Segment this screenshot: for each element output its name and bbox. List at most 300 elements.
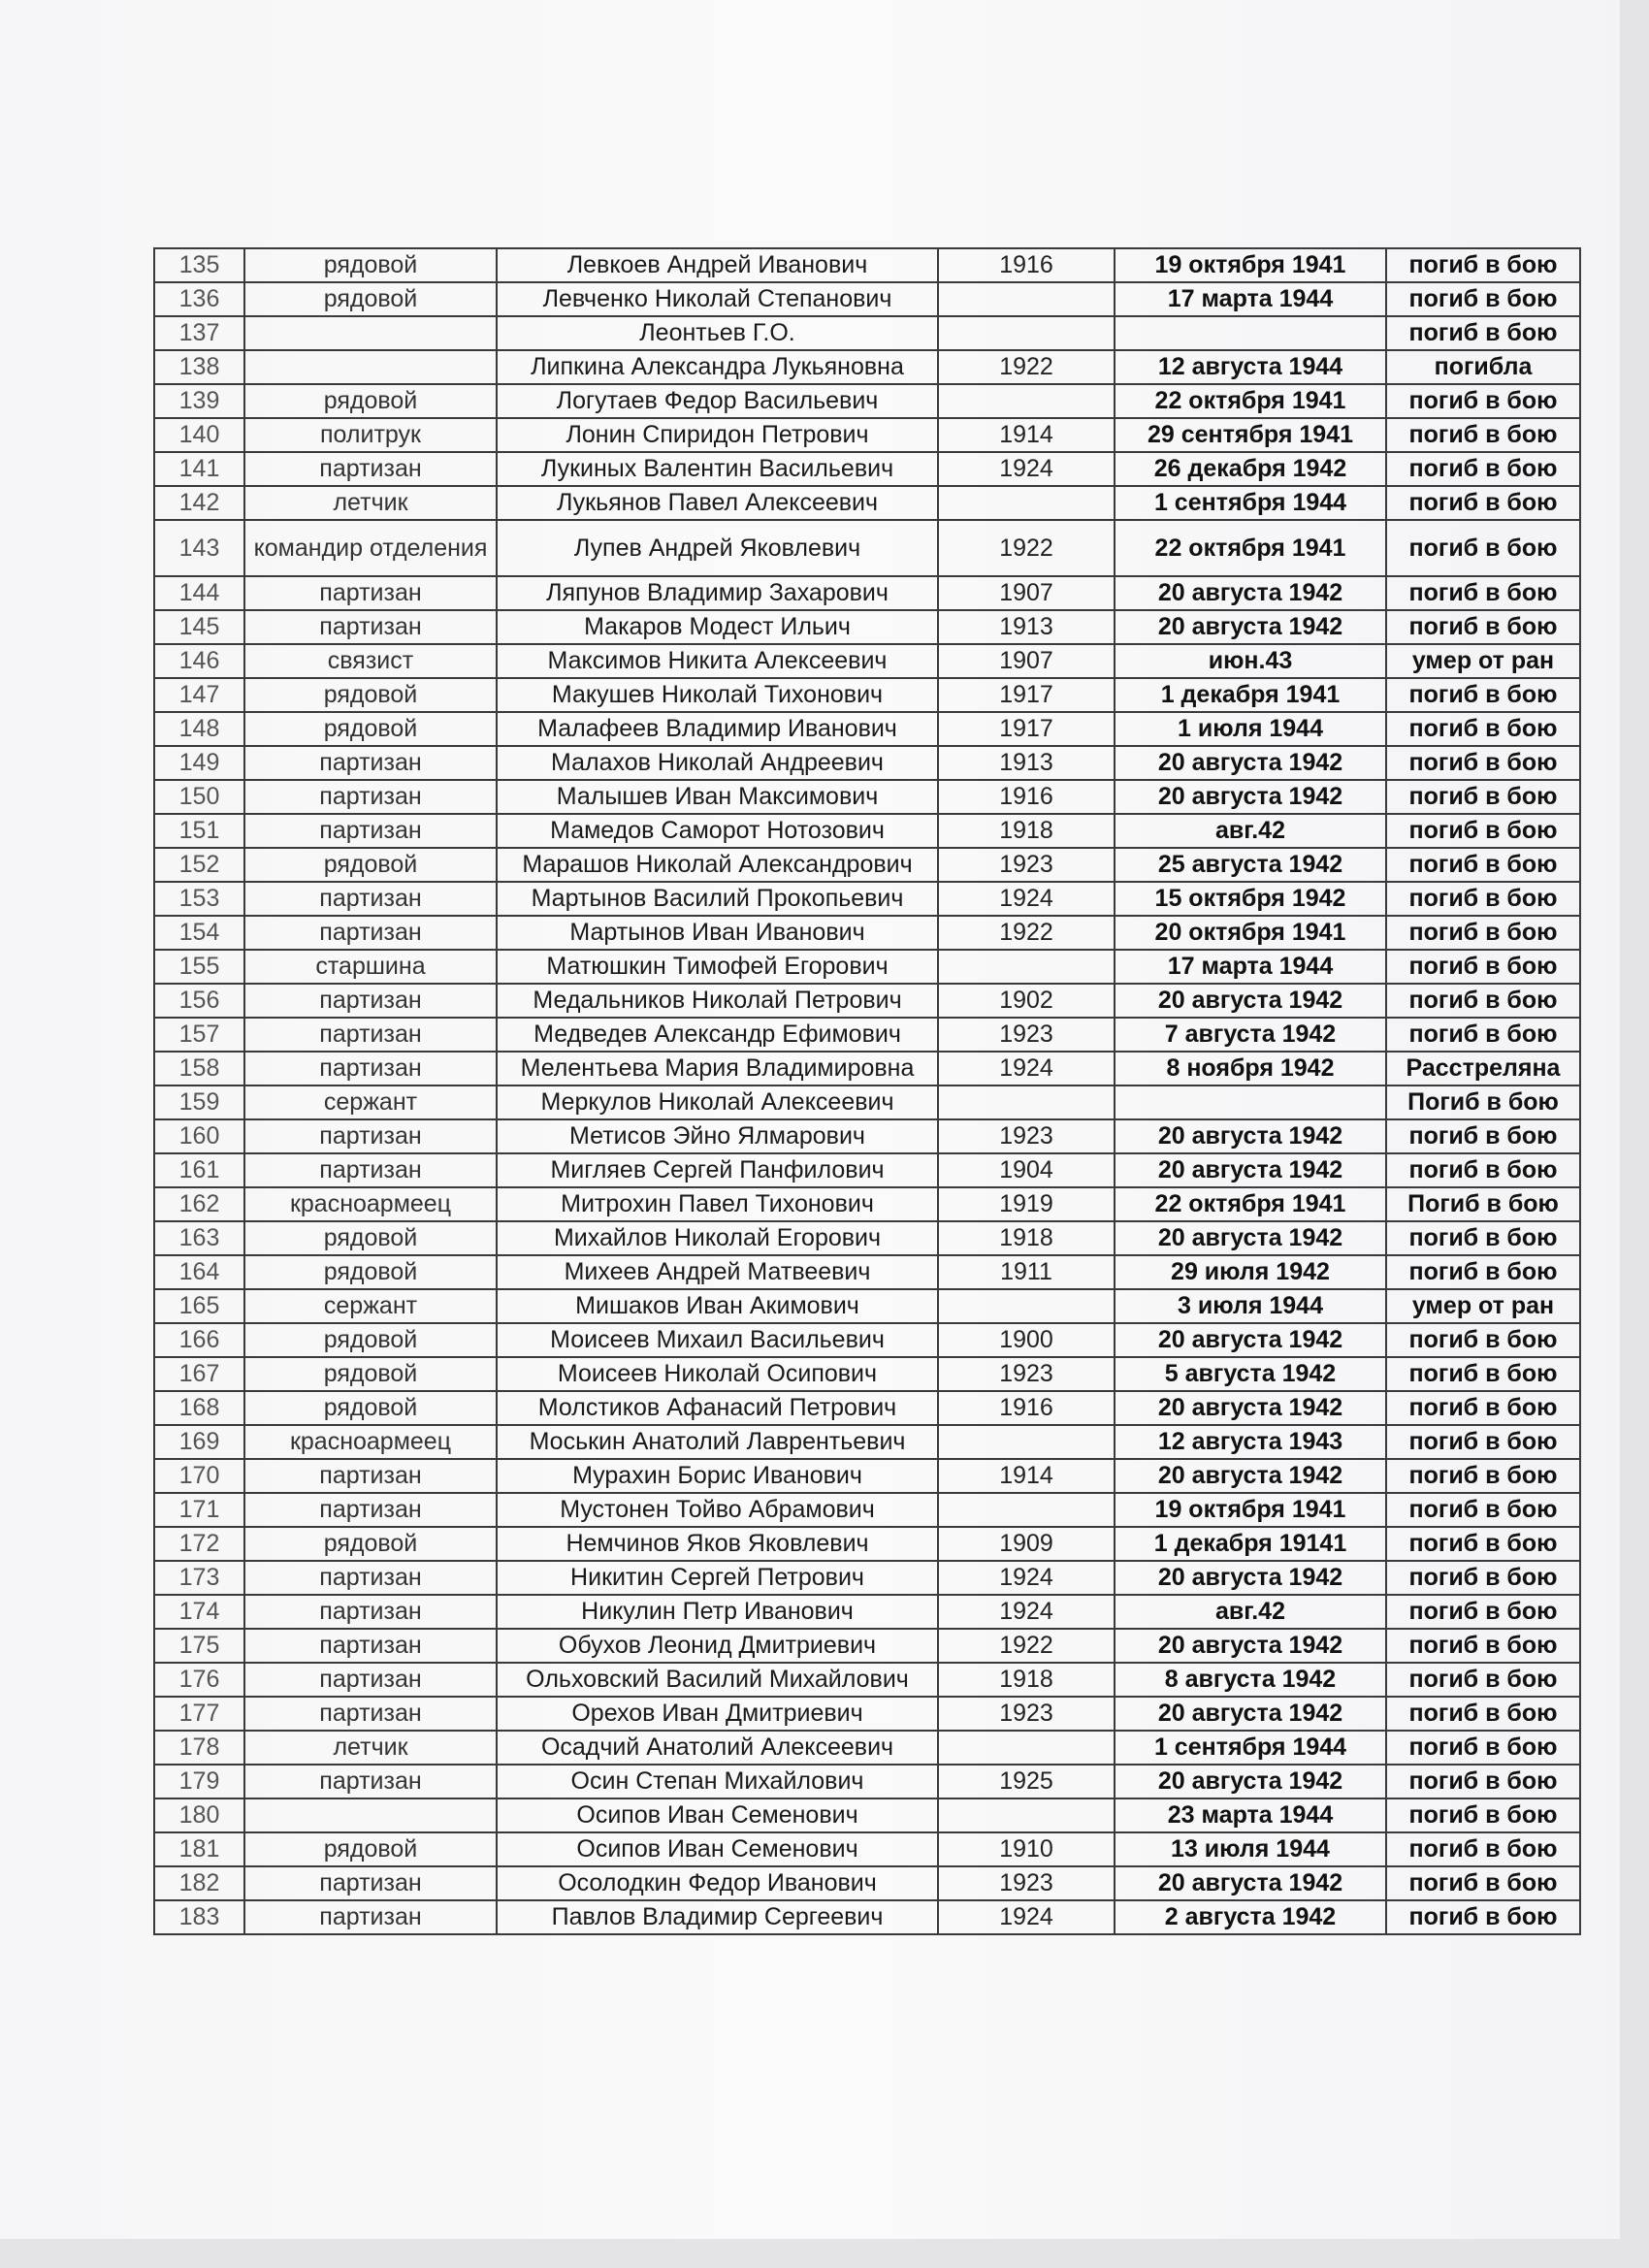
- table-row: [154, 1731, 1580, 1765]
- fate-cell: погиб в бою: [1386, 1459, 1580, 1493]
- row-number: 166: [154, 1323, 244, 1357]
- fate-cell: Погиб в бою: [1386, 1085, 1580, 1119]
- name-cell: Павлов Владимир Сергеевич: [497, 1900, 938, 1934]
- birth-year-cell: 1914: [938, 1459, 1115, 1493]
- table-row: [154, 1357, 1580, 1391]
- rank-cell: сержант: [244, 1085, 497, 1119]
- table-row: [154, 644, 1580, 678]
- birth-year-cell: 1909: [938, 1527, 1115, 1561]
- date-of-death-cell: 20 октября 1941: [1115, 916, 1386, 950]
- row-number: 164: [154, 1255, 244, 1289]
- name-cell: Мигляев Сергей Панфилович: [497, 1153, 938, 1187]
- rank-cell: партизан: [244, 1697, 497, 1731]
- date-of-death-cell: 20 августа 1942: [1115, 1459, 1386, 1493]
- row-number: 145: [154, 610, 244, 644]
- row-number: 167: [154, 1357, 244, 1391]
- fate-cell: погиб в бою: [1386, 486, 1580, 520]
- birth-year-cell: 1907: [938, 644, 1115, 678]
- row-number: 135: [154, 248, 244, 282]
- fate-cell: погиб в бою: [1386, 1765, 1580, 1798]
- date-of-death-cell: 20 августа 1942: [1115, 984, 1386, 1018]
- name-cell: Малышев Иван Максимович: [497, 780, 938, 814]
- table-row: [154, 384, 1580, 418]
- fate-cell: погиб в бою: [1386, 1629, 1580, 1663]
- rank-cell: политрук: [244, 418, 497, 452]
- birth-year-cell: 1922: [938, 916, 1115, 950]
- table-row: [154, 1629, 1580, 1663]
- rank-cell: летчик: [244, 1731, 497, 1765]
- name-cell: Левченко Николай Степанович: [497, 282, 938, 316]
- table-row: [154, 1866, 1580, 1900]
- table-row: [154, 520, 1580, 576]
- date-of-death-cell: 12 августа 1944: [1115, 350, 1386, 384]
- name-cell: Митрохин Павел Тихонович: [497, 1187, 938, 1221]
- rank-cell: партизан: [244, 1119, 497, 1153]
- birth-year-cell: [938, 950, 1115, 984]
- name-cell: Мустонен Тойво Абрамович: [497, 1493, 938, 1527]
- roster-table: [153, 247, 1581, 1935]
- row-number: 140: [154, 418, 244, 452]
- rank-cell: рядовой: [244, 1391, 497, 1425]
- rank-cell: партизан: [244, 882, 497, 916]
- roster-body: [154, 248, 1580, 1934]
- birth-year-cell: 1923: [938, 1866, 1115, 1900]
- rank-cell: партизан: [244, 1900, 497, 1934]
- birth-year-cell: [938, 486, 1115, 520]
- row-number: 141: [154, 452, 244, 486]
- row-number: 181: [154, 1832, 244, 1866]
- fate-cell: погибла: [1386, 350, 1580, 384]
- fate-cell: погиб в бою: [1386, 984, 1580, 1018]
- table-row: [154, 848, 1580, 882]
- date-of-death-cell: [1115, 316, 1386, 350]
- fate-cell: погиб в бою: [1386, 1832, 1580, 1866]
- rank-cell: командир отделения: [244, 520, 497, 576]
- birth-year-cell: 1925: [938, 1765, 1115, 1798]
- rank-cell: рядовой: [244, 384, 497, 418]
- date-of-death-cell: 20 августа 1942: [1115, 1697, 1386, 1731]
- name-cell: Макушев Николай Тихонович: [497, 678, 938, 712]
- date-of-death-cell: 1 июля 1944: [1115, 712, 1386, 746]
- rank-cell: партизан: [244, 1866, 497, 1900]
- birth-year-cell: 1904: [938, 1153, 1115, 1187]
- birth-year-cell: 1924: [938, 1052, 1115, 1085]
- name-cell: Медальников Николай Петрович: [497, 984, 938, 1018]
- row-number: 172: [154, 1527, 244, 1561]
- row-number: 148: [154, 712, 244, 746]
- date-of-death-cell: 26 декабря 1942: [1115, 452, 1386, 486]
- name-cell: Ляпунов Владимир Захарович: [497, 576, 938, 610]
- table-row: [154, 1663, 1580, 1697]
- fate-cell: погиб в бою: [1386, 1595, 1580, 1629]
- row-number: 138: [154, 350, 244, 384]
- name-cell: Мелентьева Мария Владимировна: [497, 1052, 938, 1085]
- table-row: [154, 882, 1580, 916]
- date-of-death-cell: 25 августа 1942: [1115, 848, 1386, 882]
- table-row: [154, 576, 1580, 610]
- date-of-death-cell: 15 октября 1942: [1115, 882, 1386, 916]
- name-cell: Моисеев Михаил Васильевич: [497, 1323, 938, 1357]
- table-row: [154, 1255, 1580, 1289]
- birth-year-cell: 1922: [938, 1629, 1115, 1663]
- rank-cell: партизан: [244, 984, 497, 1018]
- table-row: [154, 418, 1580, 452]
- fate-cell: погиб в бою: [1386, 1493, 1580, 1527]
- rank-cell: рядовой: [244, 1527, 497, 1561]
- row-number: 173: [154, 1561, 244, 1595]
- fate-cell: погиб в бою: [1386, 678, 1580, 712]
- rank-cell: партизан: [244, 1765, 497, 1798]
- birth-year-cell: 1924: [938, 882, 1115, 916]
- date-of-death-cell: 20 августа 1942: [1115, 1323, 1386, 1357]
- table-row: [154, 1119, 1580, 1153]
- date-of-death-cell: 20 августа 1942: [1115, 1153, 1386, 1187]
- row-number: 178: [154, 1731, 244, 1765]
- row-number: 139: [154, 384, 244, 418]
- date-of-death-cell: 17 марта 1944: [1115, 950, 1386, 984]
- birth-year-cell: 1924: [938, 1561, 1115, 1595]
- row-number: 162: [154, 1187, 244, 1221]
- birth-year-cell: [938, 316, 1115, 350]
- birth-year-cell: 1918: [938, 1221, 1115, 1255]
- table-row: [154, 984, 1580, 1018]
- name-cell: Метисов Эйно Ялмарович: [497, 1119, 938, 1153]
- name-cell: Осин Степан Михайлович: [497, 1765, 938, 1798]
- rank-cell: [244, 316, 497, 350]
- rank-cell: рядовой: [244, 248, 497, 282]
- rank-cell: партизан: [244, 1459, 497, 1493]
- fate-cell: погиб в бою: [1386, 746, 1580, 780]
- row-number: 158: [154, 1052, 244, 1085]
- fate-cell: погиб в бою: [1386, 384, 1580, 418]
- fate-cell: погиб в бою: [1386, 1798, 1580, 1832]
- fate-cell: погиб в бою: [1386, 1357, 1580, 1391]
- fate-cell: погиб в бою: [1386, 1561, 1580, 1595]
- fate-cell: умер от ран: [1386, 1289, 1580, 1323]
- date-of-death-cell: 20 августа 1942: [1115, 1765, 1386, 1798]
- table-row: [154, 1798, 1580, 1832]
- birth-year-cell: 1916: [938, 780, 1115, 814]
- birth-year-cell: [938, 384, 1115, 418]
- row-number: 168: [154, 1391, 244, 1425]
- table-row: [154, 1900, 1580, 1934]
- row-number: 175: [154, 1629, 244, 1663]
- date-of-death-cell: 20 августа 1942: [1115, 1629, 1386, 1663]
- rank-cell: партизан: [244, 1663, 497, 1697]
- name-cell: Логутаев Федор Васильевич: [497, 384, 938, 418]
- rank-cell: рядовой: [244, 1221, 497, 1255]
- fate-cell: погиб в бою: [1386, 780, 1580, 814]
- fate-cell: погиб в бою: [1386, 316, 1580, 350]
- rank-cell: партизан: [244, 780, 497, 814]
- fate-cell: погиб в бою: [1386, 1119, 1580, 1153]
- table-row: [154, 678, 1580, 712]
- table-row: [154, 1221, 1580, 1255]
- name-cell: Левкоев Андрей Иванович: [497, 248, 938, 282]
- date-of-death-cell: 22 октября 1941: [1115, 1187, 1386, 1221]
- fate-cell: погиб в бою: [1386, 712, 1580, 746]
- fate-cell: погиб в бою: [1386, 610, 1580, 644]
- rank-cell: партизан: [244, 1595, 497, 1629]
- table-row: [154, 1697, 1580, 1731]
- birth-year-cell: 1916: [938, 248, 1115, 282]
- table-row: [154, 1289, 1580, 1323]
- birth-year-cell: 1913: [938, 746, 1115, 780]
- name-cell: Лупев Андрей Яковлевич: [497, 520, 938, 576]
- fate-cell: Расстреляна: [1386, 1052, 1580, 1085]
- table-row: [154, 916, 1580, 950]
- fate-cell: погиб в бою: [1386, 1866, 1580, 1900]
- birth-year-cell: 1922: [938, 520, 1115, 576]
- birth-year-cell: 1911: [938, 1255, 1115, 1289]
- fate-cell: погиб в бою: [1386, 1663, 1580, 1697]
- row-number: 149: [154, 746, 244, 780]
- name-cell: Осадчий Анатолий Алексеевич: [497, 1731, 938, 1765]
- row-number: 171: [154, 1493, 244, 1527]
- date-of-death-cell: 22 октября 1941: [1115, 384, 1386, 418]
- table-row: [154, 1425, 1580, 1459]
- name-cell: Лонин Спиридон Петрович: [497, 418, 938, 452]
- date-of-death-cell: 20 августа 1942: [1115, 1866, 1386, 1900]
- birth-year-cell: 1919: [938, 1187, 1115, 1221]
- rank-cell: партизан: [244, 1629, 497, 1663]
- rank-cell: партизан: [244, 610, 497, 644]
- date-of-death-cell: авг.42: [1115, 1595, 1386, 1629]
- row-number: 156: [154, 984, 244, 1018]
- table-row: [154, 1323, 1580, 1357]
- rank-cell: рядовой: [244, 282, 497, 316]
- date-of-death-cell: 7 августа 1942: [1115, 1018, 1386, 1052]
- fate-cell: погиб в бою: [1386, 1018, 1580, 1052]
- date-of-death-cell: июн.43: [1115, 644, 1386, 678]
- name-cell: Моисеев Николай Осипович: [497, 1357, 938, 1391]
- date-of-death-cell: 13 июля 1944: [1115, 1832, 1386, 1866]
- date-of-death-cell: 20 августа 1942: [1115, 780, 1386, 814]
- row-number: 150: [154, 780, 244, 814]
- rank-cell: рядовой: [244, 678, 497, 712]
- date-of-death-cell: 29 июля 1942: [1115, 1255, 1386, 1289]
- row-number: 161: [154, 1153, 244, 1187]
- date-of-death-cell: 1 сентября 1944: [1115, 486, 1386, 520]
- fate-cell: погиб в бою: [1386, 814, 1580, 848]
- row-number: 142: [154, 486, 244, 520]
- name-cell: Липкина Александра Лукьяновна: [497, 350, 938, 384]
- birth-year-cell: 1923: [938, 1119, 1115, 1153]
- date-of-death-cell: 8 августа 1942: [1115, 1663, 1386, 1697]
- date-of-death-cell: 1 декабря 1941: [1115, 678, 1386, 712]
- fate-cell: погиб в бою: [1386, 248, 1580, 282]
- rank-cell: [244, 350, 497, 384]
- table-row: [154, 1765, 1580, 1798]
- rank-cell: партизан: [244, 452, 497, 486]
- fate-cell: погиб в бою: [1386, 1153, 1580, 1187]
- birth-year-cell: 1902: [938, 984, 1115, 1018]
- name-cell: Леонтьев Г.О.: [497, 316, 938, 350]
- name-cell: Медведев Александр Ефимович: [497, 1018, 938, 1052]
- date-of-death-cell: 5 августа 1942: [1115, 1357, 1386, 1391]
- birth-year-cell: 1918: [938, 814, 1115, 848]
- date-of-death-cell: 19 октября 1941: [1115, 1493, 1386, 1527]
- row-number: 176: [154, 1663, 244, 1697]
- birth-year-cell: 1924: [938, 1595, 1115, 1629]
- rank-cell: красноармеец: [244, 1425, 497, 1459]
- rank-cell: партизан: [244, 1493, 497, 1527]
- birth-year-cell: 1917: [938, 678, 1115, 712]
- name-cell: Мартынов Василий Прокопьевич: [497, 882, 938, 916]
- name-cell: Матюшкин Тимофей Егорович: [497, 950, 938, 984]
- date-of-death-cell: 20 августа 1942: [1115, 1561, 1386, 1595]
- row-number: 157: [154, 1018, 244, 1052]
- row-number: 153: [154, 882, 244, 916]
- rank-cell: рядовой: [244, 1357, 497, 1391]
- date-of-death-cell: 20 августа 1942: [1115, 1221, 1386, 1255]
- date-of-death-cell: 23 марта 1944: [1115, 1798, 1386, 1832]
- date-of-death-cell: 12 августа 1943: [1115, 1425, 1386, 1459]
- name-cell: Ольховский Василий Михайлович: [497, 1663, 938, 1697]
- row-number: 152: [154, 848, 244, 882]
- row-number: 165: [154, 1289, 244, 1323]
- birth-year-cell: 1910: [938, 1832, 1115, 1866]
- date-of-death-cell: 2 августа 1942: [1115, 1900, 1386, 1934]
- scan-edge-right: [1620, 0, 1649, 2268]
- fate-cell: погиб в бою: [1386, 848, 1580, 882]
- row-number: 147: [154, 678, 244, 712]
- table-row: [154, 350, 1580, 384]
- table-row: [154, 1527, 1580, 1561]
- row-number: 160: [154, 1119, 244, 1153]
- row-number: 182: [154, 1866, 244, 1900]
- birth-year-cell: 1907: [938, 576, 1115, 610]
- date-of-death-cell: 20 августа 1942: [1115, 576, 1386, 610]
- table-row: [154, 780, 1580, 814]
- fate-cell: погиб в бою: [1386, 576, 1580, 610]
- date-of-death-cell: 20 августа 1942: [1115, 610, 1386, 644]
- row-number: 179: [154, 1765, 244, 1798]
- date-of-death-cell: 19 октября 1941: [1115, 248, 1386, 282]
- scan-edge-bottom: [0, 2239, 1649, 2268]
- fate-cell: погиб в бою: [1386, 1900, 1580, 1934]
- table-row: [154, 950, 1580, 984]
- fate-cell: Погиб в бою: [1386, 1187, 1580, 1221]
- fate-cell: погиб в бою: [1386, 916, 1580, 950]
- rank-cell: партизан: [244, 1561, 497, 1595]
- name-cell: Обухов Леонид Дмитриевич: [497, 1629, 938, 1663]
- date-of-death-cell: 1 сентября 1944: [1115, 1731, 1386, 1765]
- fate-cell: погиб в бою: [1386, 1391, 1580, 1425]
- table-row: [154, 610, 1580, 644]
- row-number: 183: [154, 1900, 244, 1934]
- fate-cell: погиб в бою: [1386, 1425, 1580, 1459]
- table-row: [154, 1391, 1580, 1425]
- name-cell: Меркулов Николай Алексеевич: [497, 1085, 938, 1119]
- table-row: [154, 486, 1580, 520]
- fate-cell: погиб в бою: [1386, 1697, 1580, 1731]
- birth-year-cell: 1913: [938, 610, 1115, 644]
- table-row: [154, 1459, 1580, 1493]
- row-number: 144: [154, 576, 244, 610]
- rank-cell: красноармеец: [244, 1187, 497, 1221]
- birth-year-cell: 1914: [938, 418, 1115, 452]
- table-row: [154, 712, 1580, 746]
- birth-year-cell: [938, 1289, 1115, 1323]
- rank-cell: партизан: [244, 576, 497, 610]
- date-of-death-cell: 20 августа 1942: [1115, 1391, 1386, 1425]
- rank-cell: связист: [244, 644, 497, 678]
- rank-cell: рядовой: [244, 1323, 497, 1357]
- rank-cell: партизан: [244, 814, 497, 848]
- fate-cell: погиб в бою: [1386, 1221, 1580, 1255]
- date-of-death-cell: 3 июля 1944: [1115, 1289, 1386, 1323]
- birth-year-cell: 1924: [938, 1900, 1115, 1934]
- birth-year-cell: 1923: [938, 1357, 1115, 1391]
- name-cell: Лукьянов Павел Алексеевич: [497, 486, 938, 520]
- date-of-death-cell: 20 августа 1942: [1115, 746, 1386, 780]
- birth-year-cell: 1923: [938, 848, 1115, 882]
- birth-year-cell: [938, 1085, 1115, 1119]
- name-cell: Марашов Николай Александрович: [497, 848, 938, 882]
- row-number: 180: [154, 1798, 244, 1832]
- name-cell: Мишаков Иван Акимович: [497, 1289, 938, 1323]
- table-row: [154, 1052, 1580, 1085]
- table-row: [154, 1561, 1580, 1595]
- rank-cell: рядовой: [244, 848, 497, 882]
- rank-cell: старшина: [244, 950, 497, 984]
- birth-year-cell: 1916: [938, 1391, 1115, 1425]
- rank-cell: рядовой: [244, 1832, 497, 1866]
- rank-cell: партизан: [244, 1052, 497, 1085]
- fate-cell: погиб в бою: [1386, 418, 1580, 452]
- date-of-death-cell: [1115, 1085, 1386, 1119]
- birth-year-cell: [938, 1731, 1115, 1765]
- birth-year-cell: [938, 1798, 1115, 1832]
- table-row: [154, 1085, 1580, 1119]
- birth-year-cell: 1923: [938, 1697, 1115, 1731]
- row-number: 136: [154, 282, 244, 316]
- date-of-death-cell: 29 сентября 1941: [1115, 418, 1386, 452]
- name-cell: Максимов Никита Алексеевич: [497, 644, 938, 678]
- table-row: [154, 746, 1580, 780]
- table-row: [154, 1832, 1580, 1866]
- fate-cell: погиб в бою: [1386, 1527, 1580, 1561]
- table-row: [154, 316, 1580, 350]
- name-cell: Осолодкин Федор Иванович: [497, 1866, 938, 1900]
- birth-year-cell: 1924: [938, 452, 1115, 486]
- rank-cell: летчик: [244, 486, 497, 520]
- name-cell: Малафеев Владимир Иванович: [497, 712, 938, 746]
- rank-cell: партизан: [244, 916, 497, 950]
- name-cell: Молстиков Афанасий Петрович: [497, 1391, 938, 1425]
- table-row: [154, 248, 1580, 282]
- birth-year-cell: [938, 282, 1115, 316]
- rank-cell: сержант: [244, 1289, 497, 1323]
- fate-cell: погиб в бою: [1386, 1323, 1580, 1357]
- name-cell: Мамедов Саморот Нотозович: [497, 814, 938, 848]
- date-of-death-cell: 20 августа 1942: [1115, 1119, 1386, 1153]
- name-cell: Лукиных Валентин Васильевич: [497, 452, 938, 486]
- date-of-death-cell: авг.42: [1115, 814, 1386, 848]
- rank-cell: [244, 1798, 497, 1832]
- row-number: 163: [154, 1221, 244, 1255]
- row-number: 169: [154, 1425, 244, 1459]
- table-row: [154, 452, 1580, 486]
- birth-year-cell: 1923: [938, 1018, 1115, 1052]
- date-of-death-cell: 8 ноября 1942: [1115, 1052, 1386, 1085]
- name-cell: Никитин Сергей Петрович: [497, 1561, 938, 1595]
- birth-year-cell: [938, 1493, 1115, 1527]
- fate-cell: умер от ран: [1386, 644, 1580, 678]
- name-cell: Моськин Анатолий Лаврентьевич: [497, 1425, 938, 1459]
- table-row: [154, 1187, 1580, 1221]
